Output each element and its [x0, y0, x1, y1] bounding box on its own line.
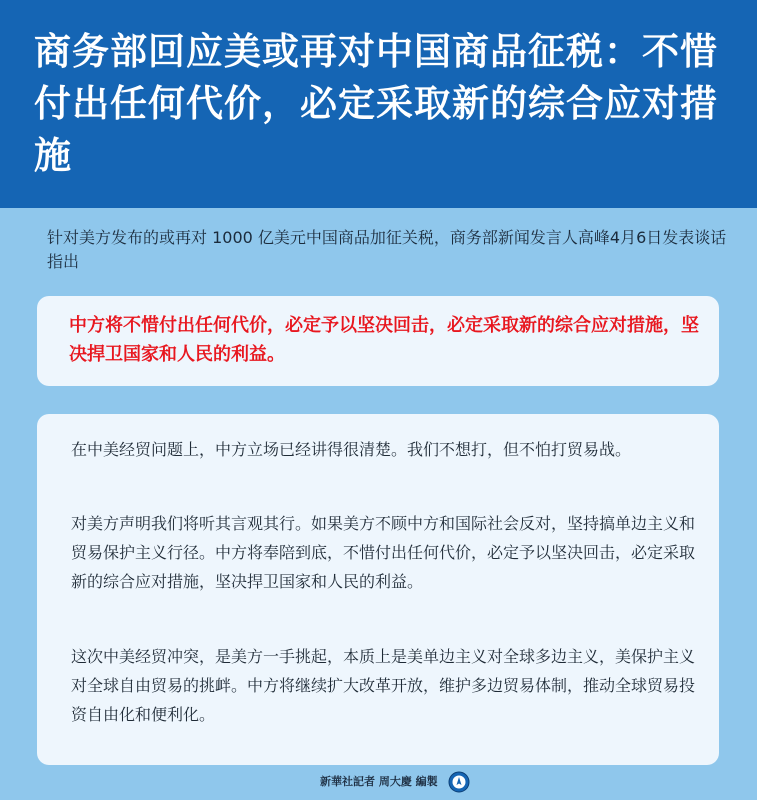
header-banner [0, 0, 757, 208]
page-title: 商务部回应美或再对中国商品征税：不惜付出任何代价，必定采取新的综合应对措施 [34, 30, 718, 177]
statement-box [37, 414, 719, 765]
quote-text: 中方将不惜付出任何代价，必定予以坚决回击，必定采取新的综合应对措施，坚决捍卫国家和人民的利益。 [69, 315, 699, 365]
intro-text: 针对美方发布的或再对 1000 亿美元中国商品加征关税，商务部新闻发言人高峰4月6日发表谈话指出 [47, 228, 727, 271]
xinhua-logo-icon [448, 771, 470, 793]
footer [0, 771, 757, 800]
quote-box [37, 296, 719, 386]
paragraph: 对美方声明我们将听其言观其行。如果美方不顾中方和国际社会反对，坚持搞单边主义和贸易保护主义行径。中方将奉陪到底，不惜付出任何代价，必定予以坚决回击，必定采取新的综合应对措施，坚决捍卫国家和人民的利益。 [71, 514, 696, 591]
paragraph: 在中美经贸问题上，中方立场已经讲得很清楚。我们不想打，但不怕打贸易战。 [71, 440, 632, 459]
paragraph: 这次中美经贸冲突，是美方一手挑起，本质上是美单边主义对全球多边主义，美保护主义对全球自由贸易的挑衅。中方将继续扩大改革开放，维护多边贸易体制，推动全球贸易投资自由化和便利化。 [71, 647, 696, 724]
credit-text: 新華社記者 周大慶 編製 [320, 775, 438, 788]
